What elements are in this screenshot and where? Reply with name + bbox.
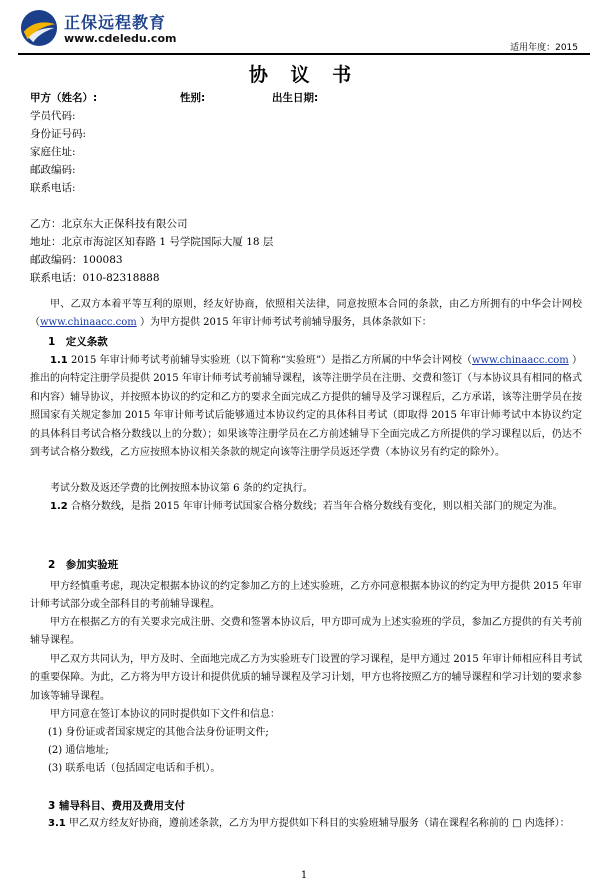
brand-url: www.cdeledu.com xyxy=(64,32,177,45)
chinaacc-link[interactable]: www.chinaacc.com xyxy=(40,317,137,329)
intro-paragraph xyxy=(30,296,582,333)
party-a-phone: 联系电话: xyxy=(30,182,76,194)
intro-text-b: ）为甲方提供 2015 年审计师考试考前辅导服务，具体条款如下： xyxy=(136,317,432,329)
clause-3-1-number: 3.1 xyxy=(48,818,66,829)
list-item: (2) 通信地址; xyxy=(48,745,109,756)
list-item: (1) 身份证或者国家规定的其他合法身份证明文件; xyxy=(48,727,269,738)
section-2-p1: 甲方经慎重考虑，现决定根据本协议的约定参加乙方的上述实验班，乙方亦同意根据本协议的约定为甲方提供 2015 年审计师考试部分或全部科目的考前辅导课程。 xyxy=(30,581,582,611)
intro-text-a: 甲、乙双方本着平等互利的原则，经友好协商，依照相关法律，同意按照本合同的条款，由乙方所拥有的中华会计网校（ xyxy=(30,299,582,329)
party-a-address: 家庭住址: xyxy=(30,146,76,158)
year-label: 适用年度：2015 xyxy=(510,43,578,53)
clause-1-1-number: 1.1 xyxy=(50,355,68,366)
party-a-name-label: 甲方（姓名）: xyxy=(30,92,98,104)
page-number: 1 xyxy=(300,870,308,881)
clause-3-1-text: 甲乙双方经友好协商，遵前述条款，乙方为甲方提供如下科目的实验班辅导服务（请在课程名称前的 □ 内选择）： xyxy=(65,818,570,829)
party-b-phone: 联系电话：010-82318888 xyxy=(30,272,160,284)
clause-1-2 xyxy=(30,498,582,516)
clause-1-1-text-a: 2015 年审计师考试考前辅导实验班（以下简称“实验班”）是指乙方所属的中华会计网校（ xyxy=(67,355,472,366)
brand-logo-icon xyxy=(20,9,58,47)
clause-1-1-text-b: ）推出的向特定注册学员提供 2015 年审计师考试考前辅导课程，该等注册学员在注册、交费和签订（与本协议具有相同的格式和内容）辅导协议，并按照本协议的约定和乙方的要求全面完成乙方提供的辅导及学习课程后，乙方承诺，该等注册学员在按照国家有关规定参加 2015 年审计师考试后能够通过本协议约定的具体科目考试（即取得 2015 年审计师考试中本协议约定的具体科目考试合格分数线以上的分数）；如果该等注册学员在乙方前述辅导下全面完成乙方所提供的学习课程以后，仍达不到考试合格分数线，乙方应按照本协议相关条款的规定向该等注册学员返还学费（本协议另有约定的除外）。 xyxy=(30,355,583,459)
list-item: (3) 联系电话（包括固定电话和手机）。 xyxy=(48,763,221,774)
party-a-id: 身份证号码: xyxy=(30,128,87,140)
party-a-student-code: 学员代码: xyxy=(30,110,76,122)
clause-1-1-note: 考试分数及返还学费的比例按照本协议第 6 条的约定执行。 xyxy=(50,483,313,494)
document-title: 协 议 书 xyxy=(248,64,360,86)
clause-1-1 xyxy=(30,352,582,462)
party-a-postcode: 邮政编码: xyxy=(30,164,76,176)
clause-1-2-text: 合格分数线，是指 2015 年审计师考试国家合格分数线；若当年合格分数线有变化，则以相关部门的规定为准。 xyxy=(67,501,563,512)
section-3-heading: 3 辅导科目、费用及费用支付 xyxy=(48,800,185,812)
party-a-gender-label: 性别: xyxy=(180,92,206,104)
clause-1-2-number: 1.2 xyxy=(50,501,68,512)
party-a-row xyxy=(30,91,319,105)
party-b-postcode: 邮政编码：100083 xyxy=(30,254,123,266)
page-header xyxy=(0,0,608,56)
party-b-name: 乙方：北京东大正保科技有限公司 xyxy=(30,218,188,230)
section-1-heading: 1 定义条款 xyxy=(48,336,108,348)
party-b-address: 地址：北京市海淀区知春路 1 号学院国际大厦 18 层 xyxy=(30,236,274,248)
section-2-heading: 2 参加实验班 xyxy=(48,559,119,571)
header-divider xyxy=(18,53,590,55)
section-2-p4: 甲方同意在签订本协议的同时提供如下文件和信息： xyxy=(50,709,280,720)
clause-3-1 xyxy=(30,815,582,833)
section-2-p2: 甲方在根据乙方的有关要求完成注册、交费和签署本协议后，甲方即可成为上述实验班的学员，参加乙方提供的有关考前辅导课程。 xyxy=(30,617,582,647)
brand-name: 正保远程教育 xyxy=(64,13,167,32)
chinaacc-link-2[interactable]: www.chinaacc.com xyxy=(472,355,569,366)
section-2-p3: 甲乙双方共同认为，甲方及时、全面地完成乙方为实验班专门设置的学习课程，是甲方通过 2015 年审计师相应科目考试的重要保障。为此，乙方将为甲方设计和提供优质的辅导课程及学习计划，甲方也将按照乙方的辅导课程和学习计划的要求参加该等辅导课程。 xyxy=(30,654,582,702)
party-a-birth-label: 出生日期: xyxy=(272,92,319,104)
